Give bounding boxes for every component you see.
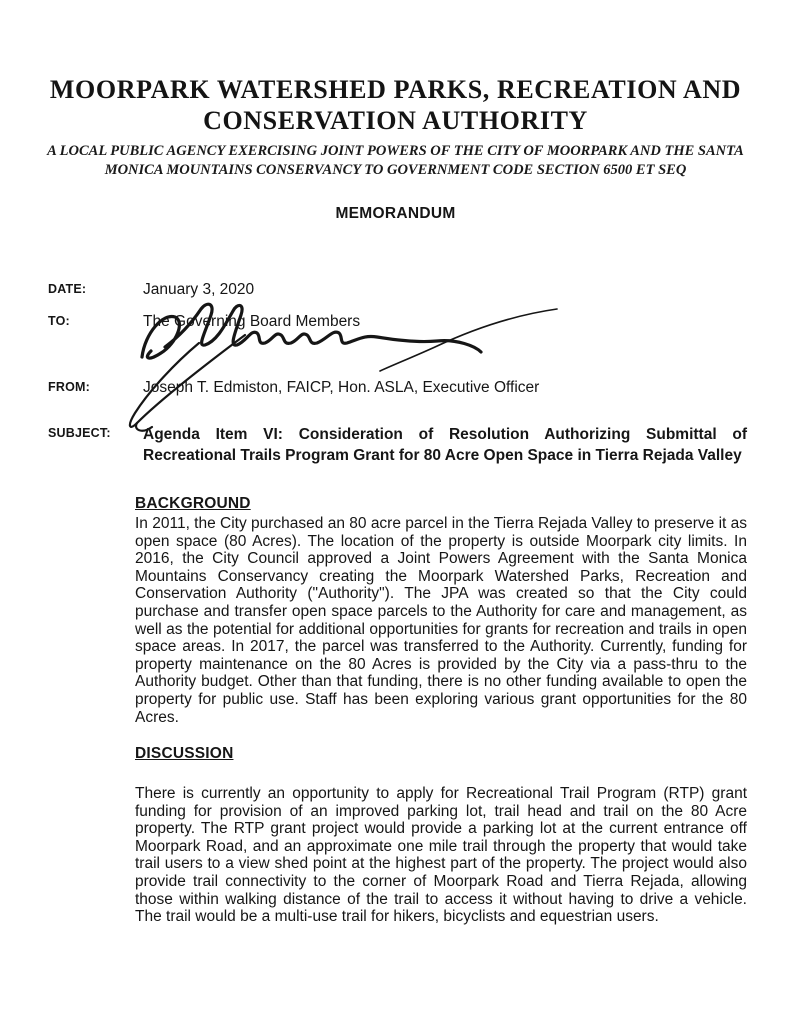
org-title — [0, 74, 791, 136]
from-value: Joseph T. Edmiston, FAICP, Hon. ASLA, Executive Officer — [143, 379, 540, 396]
org-tagline-line1: A LOCAL PUBLIC AGENCY EXERCISING JOINT POWERS OF THE CITY OF MOORPARK AND THE SANTA — [47, 143, 744, 159]
memo-heading: MEMORANDUM — [335, 205, 456, 222]
date-value: January 3, 2020 — [143, 281, 255, 298]
to-label: TO: — [48, 314, 70, 328]
org-tagline — [0, 142, 791, 180]
section-background — [135, 495, 747, 726]
section-body-discussion: There is currently an opportunity to apply for Recreational Trail Program (RTP) grant funding for provision of an improved parking lot, trail head and trail on the 80 Acre property. The RTP grant project would provide a parking lot at the current entrance off Moorpark Road, and an approximate one mile trail through the property that would take trail users to a view shed point at the highest part of the property. The project would also provide trail connectivity to the corner of Moorpark Road and Tierra Rejada, allowing those within walking distance of the trail to access it without having to drive a vehicle. The trail would be a multi-use trail for hikers, bicyclists and equestrian users. — [135, 785, 747, 926]
section-body-background: In 2011, the City purchased an 80 acre parcel in the Tierra Rejada Valley to preserve it as open space (80 Acres). The location of the property is outside Moorpark city limits. In 2016, the City Council approved a Joint Powers Agreement with the Santa Monica Mountains Conservancy creating the Moorpark Watershed Parks, Recreation and Conservation Authority ("Authority"). The JPA was created so that the City could purchase and transfer open space parcels to the Authority for care and management, as well as the potential for additional opportunities for grants for recreation and trails in open space areas. In 2017, the parcel was transferred to the Authority. Currently, funding for property maintenance on the 80 Acres is provided by the City via a pass-thru to the Authority budget. Other than that funding, there is no other funding available to open the property for public use. Staff has been exploring various grant opportunities for the 80 Acres. — [135, 515, 748, 726]
section-heading-discussion: DISCUSSION — [135, 745, 234, 762]
section-heading-background: BACKGROUND — [135, 495, 251, 512]
org-title-line1: MOORPARK WATERSHED PARKS, RECREATION AND — [49, 75, 742, 104]
from-label: FROM: — [48, 380, 90, 394]
org-title-line2: CONSERVATION AUTHORITY — [203, 106, 588, 135]
section-discussion — [135, 745, 747, 926]
to-value: The Governing Board Members — [143, 313, 361, 330]
subject-label: SUBJECT: — [48, 426, 111, 440]
subject-value: Agenda Item VI: Consideration of Resolution Authorizing Submittal of Recreational Trails Program Grant for 80 Acre Open Space in Tierra Rejada Valley — [143, 426, 747, 464]
org-tagline-line2: MONICA MOUNTAINS CONSERVANCY TO GOVERNMENT CODE SECTION 6500 ET SEQ — [104, 162, 687, 178]
date-label: DATE: — [48, 282, 87, 296]
